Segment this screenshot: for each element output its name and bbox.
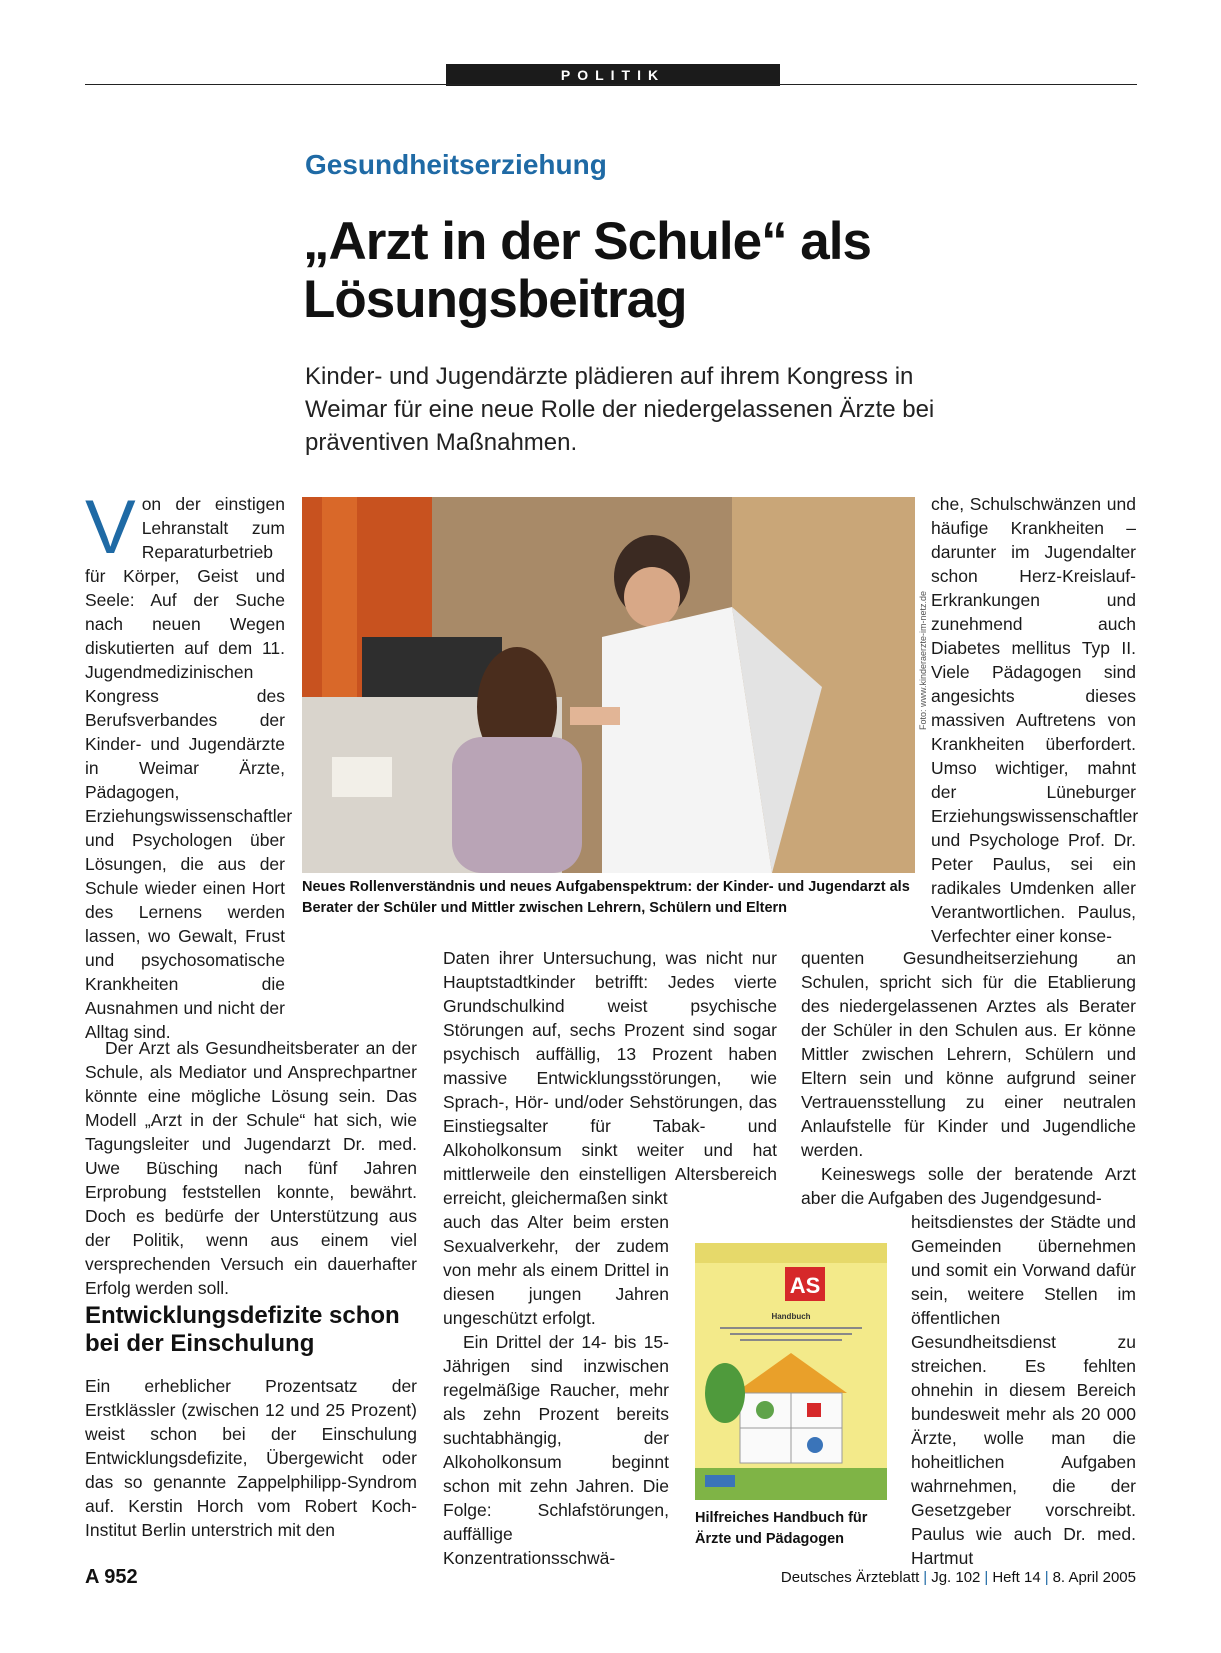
col2-paragraph-2: Ein Drittel der 14- bis 15-Jährigen sind inzwischen regelmäßige Raucher, mehr als zehn Prozent bereits suchtabhängig, der Alkoholkonsum beginnt schon mit zehn Jahren. Die Folge: Schlafstörungen, auffällige Konzentrationsschwä- [443, 1332, 669, 1568]
column-3-bottom [911, 1210, 1136, 1570]
col2-paragraph-1b: auch das Alter beim ersten Sexualverkehr, der zudem von mehr als einem Drittel in diesen jungen Jahren ungeschützt erfolgt. [443, 1212, 669, 1328]
page-number: A 952 [85, 1566, 138, 1588]
col3-paragraph-1-top: che, Schulschwänzen und häufige Krankheiten – darunter im Jugendalter schon Herz-Kreislauf-Erkrankungen und zunehmend auch Diabetes mellitus Typ II. Viele Pädagogen sind angesichts dieses massiven Auftretens von Krankheiten überfordert. Umso wichtiger, mahnt der Lüneburger Erziehungswissenschaftler und Psychologe Prof. Dr. Peter Paulus, sei ein radikales Umdenken aller Verantwortlichen. Paulus, Verfechter einer konse- [931, 494, 1139, 946]
article-lead: Kinder- und Jugendärzte plädieren auf ihrem Kongress in Weimar für eine neue Rolle der niedergelassenen Ärzte bei präventiven Maßnahmen. [305, 363, 935, 456]
journal-issue: Heft 14 [992, 1569, 1041, 1586]
book-title: Handbuch [771, 1312, 811, 1321]
photo-caption: Neues Rollenverständnis und neues Aufgabenspektrum: der Kinder- und Jugendarzt als Berater der Schüler und Mittler zwischen Lehrern, Schülern und Eltern [302, 879, 910, 916]
drop-cap: V [85, 485, 136, 570]
journal-date: 8. April 2005 [1052, 1569, 1136, 1586]
kicker: Gesundheitserziehung [305, 149, 607, 180]
column-1 [85, 485, 293, 1044]
column-3-top [931, 492, 1139, 948]
col1-paragraph-2: Der Arzt als Gesundheitsberater an der Schule, als Mediator und Ansprechpartner könnte eine mögliche Lösung sein. Das Modell „Arzt in der Schule“ hat sich, wie Tagungsleiter und Jugendarzt Dr. med. Uwe Büsching nach fünf Jahren Erprobung feststellen konnte, bewährt. Doch es bedürfe der Unterstützung aus der Politik, wenn aus einem viel versprechenden Versuch ein dauerhafter Erfolg werden soll. [85, 1038, 417, 1298]
column-2 [443, 946, 777, 1210]
article-photo [302, 497, 915, 873]
journal-volume: Jg. 102 [931, 1569, 981, 1586]
column-1-lower [85, 1036, 417, 1300]
col1-paragraph-3: Ein erheblicher Prozentsatz der Erstklässler (zwischen 12 und 25 Prozent) weist schon bei der Einschulung Entwicklungsdefizite, Übergewicht oder das so genannte Zappelphilipp-Syndrom auf. Kerstin Horch vom Robert Koch-Institut Berlin unterstrich mit den [85, 1376, 417, 1540]
column-1-bottom [85, 1374, 417, 1542]
book-logo: AS [789, 1273, 821, 1298]
footer-citation: Deutsches Ärzteblatt | Jg. 102 | Heft 14 | 8. April 2005 [780, 1569, 1136, 1586]
col3-paragraph-2b: heitsdienstes der Städte und Gemeinden übernehmen und somit ein Vorwand dafür sein, weitere Stellen im öffentlichen Gesundheitsdienst zu streichen. Es fehlten ohnehin in diesem Bereich bundesweit mehr als 20 000 Ärzte, wolle man die hoheitlichen Aufgaben wahrnehmen, die der Gesetzgeber vorschreibt. Paulus wie auch Dr. med. Hartmut [911, 1212, 1136, 1568]
col3-paragraph-2a: Keineswegs solle der beratende Arzt aber die Aufgaben des Jugendgesund- [801, 1164, 1136, 1208]
col1-paragraph-1: on der einstigen Lehranstalt zum Reparaturbetrieb für Körper, Geist und Seele: Auf der Suche nach neuen Wegen diskutierten auf dem 11. Jugendmedizinischen Kongress des Berufsverbandes der Kinder- und Jugendärzte in Weimar Ärzte, Pädagogen, Erziehungswissenschaftler und Psychologen über Lösungen, die aus der Schule wieder einen Hort des Lernens werden lassen, wo Gewalt, Frust und psychosomatische Krankheiten die Ausnahmen und nicht der Alltag sind. [85, 494, 293, 1042]
journal-name: Deutsches Ärzteblatt [780, 1569, 920, 1586]
book-cover [695, 1243, 887, 1500]
article-title: „Arzt in der Schule“ als Lösungsbeitrag [303, 212, 871, 329]
col2-paragraph-1: Daten ihrer Untersuchung, was nicht nur Hauptstadtkinder betrifft: Jedes vierte Grundschulkind weist psychische Störungen auf, sechs Prozent sind sogar psychisch auffällig, 13 Prozent haben massive Entwicklungsstörungen, wie Sprach-, Hör- und/oder Sehstörungen, das Einstiegsalter für Tabak- und Alkoholkonsum sinkt weiter und hat mittlerweile den einstelligen Altersbereich erreicht, gleichermaßen sinkt [443, 948, 777, 1208]
col3-paragraph-1-mid: quenten Gesundheitserziehung an Schulen, spricht sich für die Etablierung des niedergelassenen Arztes als Berater der Schüler in den Schulen aus. Er könne Mittler zwischen Lehrern, Schülern und Eltern sein und könne aufgrund seiner Vertrauensstellung zu einer neutralen Anlaufstelle für Kinder und Jugendliche werden. [801, 948, 1136, 1160]
subheading: Entwicklungsdefizite schon bei der Einschulung [85, 1302, 400, 1357]
book-caption: Hilfreiches Handbuch für Ärzte und Pädagogen [695, 1510, 868, 1547]
photo-credit: Foto: www.kinderaerzte-im-netz.de [918, 590, 928, 730]
column-3-mid [801, 946, 1136, 1210]
section-label: POLITIK [446, 64, 780, 86]
header-rule [85, 84, 1137, 85]
column-2-lower [443, 1210, 669, 1570]
